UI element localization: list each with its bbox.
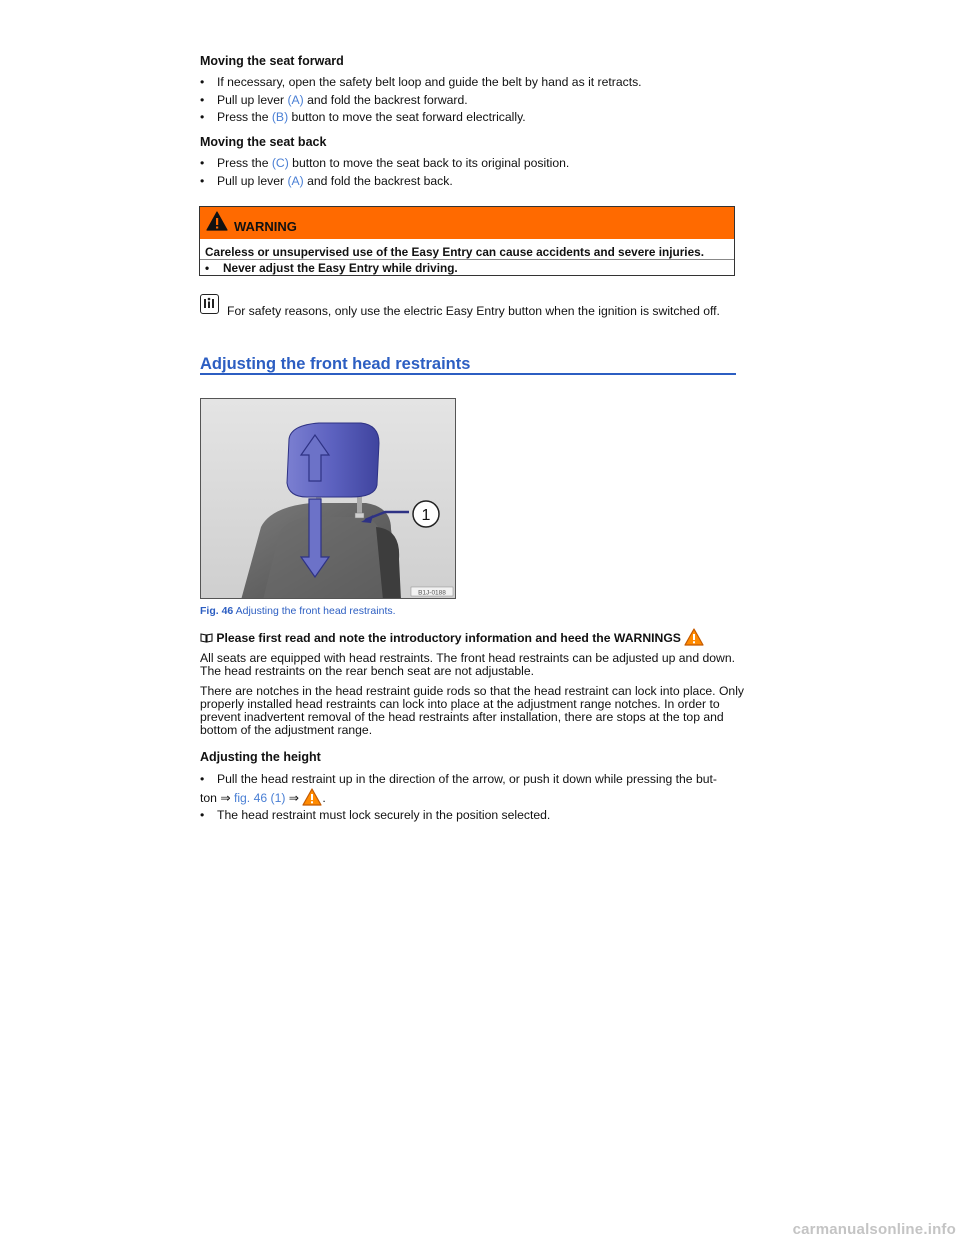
warning-text: Careless or unsupervised use of the Easy Entry can cause accidents and severe injuries. [205,245,704,259]
figure-caption [200,605,396,617]
list-item-text: If necessary, open the safety belt loop and guide the belt by hand as it retracts. [217,75,642,89]
note-icon [200,294,219,314]
list-item-text: ton ⇒ [200,791,234,805]
reference-link[interactable]: (A) [287,93,304,107]
heading-moving-forward: Moving the seat forward [200,54,344,68]
paragraph [200,684,745,737]
list-item-text: Pull up lever [217,93,288,107]
figure-head-restraint [200,398,456,599]
caption-number[interactable]: Fig. 46 [200,605,234,617]
list-item-text: button to move the seat back to its original position. [288,156,570,170]
bullet-marker: • [200,808,205,822]
bullet-marker: • [205,261,210,275]
paragraph-line: properly installed head restraints can lock into place at the adjustment range notches. In order to [200,697,720,711]
list-item-text: Press the [217,110,272,124]
bullet-marker: • [200,75,205,89]
paragraph-line: bottom of the adjustment range. [200,723,373,737]
list-item-continuation [200,788,326,806]
figure-code: B1J-0188 [418,589,446,597]
paragraph-line: There are notches in the head restraint guide rods so that the head restraint can lock into place. Only [200,684,745,698]
footer-watermark[interactable]: carmanualsonline.info [792,1221,956,1238]
paragraph [200,652,740,678]
note-text: For safety reasons, only use the electric Easy Entry button when the ignition is switched off. [227,304,720,318]
bullet-marker: • [200,772,205,786]
list-item-text: and fold the backrest back. [303,174,453,188]
book-icon [200,632,213,643]
bullet-marker: • [200,174,205,188]
head-restraint-illustration [201,399,456,599]
warning-triangle-icon [206,211,228,231]
section-rule [200,373,736,375]
reference-link[interactable]: (A) [287,174,304,188]
reference-link[interactable]: (C) [271,156,289,170]
intro-text: Please first read and note the introductory information and heed the WARNINGS [216,631,681,645]
warning-bullet [205,261,458,275]
list-item-text: Pull the head restraint up in the direction of the arrow, or push it down while pressing the but- [217,772,717,786]
bullet-marker: • [200,110,205,124]
intro-line [200,628,704,646]
warning-triangle-icon[interactable] [302,788,322,806]
paragraph-line: All seats are equipped with head restraints. The front head restraints can be adjusted up and down. [200,651,736,665]
bullet-marker: • [200,93,205,107]
list-item-text: Pull up lever [217,174,288,188]
list-item-text: button to move the seat forward electrically. [288,110,526,124]
list-item-text: Press the [217,156,272,170]
list-item-text: . [322,791,326,805]
figure-callout: 1 [421,507,431,524]
heading-adjusting-height: Adjusting the height [200,750,321,764]
paragraph-line: The head restraints on the rear bench seat are not adjustable. [200,664,535,678]
paragraph-line: prevent inadvertent removal of the head restraints after installation, there are stops at the top and [200,710,724,724]
figure-reference-link[interactable]: fig. 46 (1) [233,791,286,805]
warning-title: WARNING [234,219,297,234]
list-item-text: The head restraint must lock securely in the position selected. [217,808,551,822]
reference-link[interactable]: (B) [271,110,289,124]
warning-bullet-text: Never adjust the Easy Entry while driving. [223,261,458,275]
warning-triangle-icon[interactable] [684,628,704,646]
caption-text: Adjusting the front head restraints. [233,605,396,617]
section-title: Adjusting the front head restraints [200,355,471,373]
heading-moving-back: Moving the seat back [200,135,327,149]
bullet-marker: • [200,156,205,170]
warning-box [199,206,735,276]
list-item-text: ⇒ [285,791,303,805]
warning-header [200,207,734,239]
list-item-text: and fold the backrest forward. [303,93,468,107]
divider [200,259,734,260]
